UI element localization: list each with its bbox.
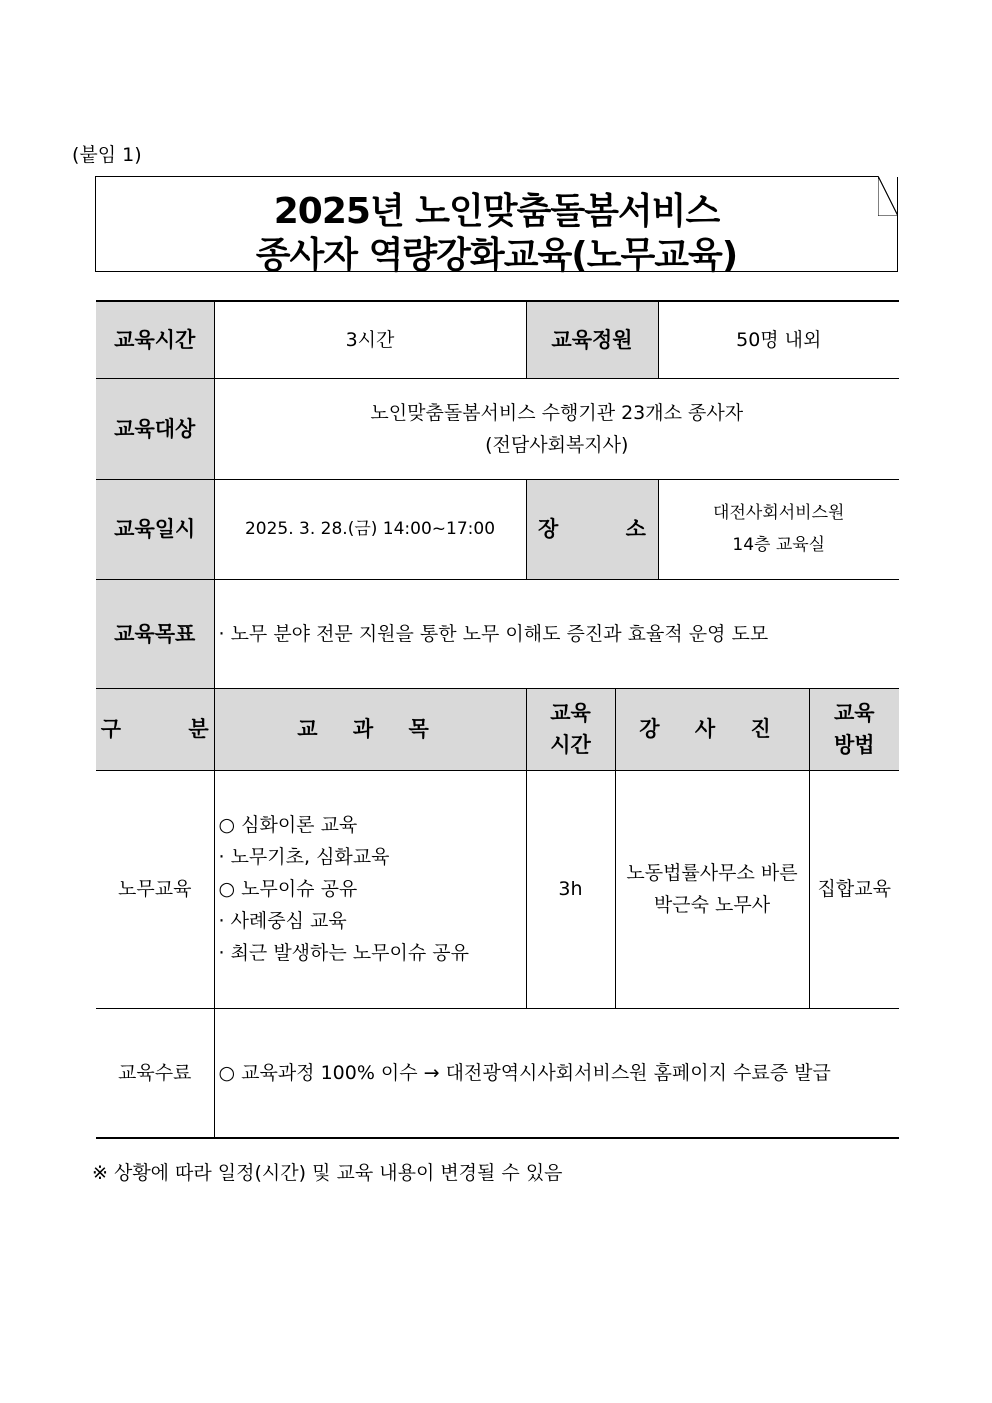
row-target <box>96 378 899 479</box>
header-method-line-2: 방법 <box>833 733 875 757</box>
header-hours-line-1: 교육 <box>550 701 591 725</box>
course-subjects <box>214 770 526 1008</box>
completion-value: ○ 교육과정 100% 이수 → 대전광역시사회서비스원 홈페이지 수료증 발급 <box>214 1008 899 1138</box>
header-hours <box>526 688 615 770</box>
title-line-2: 종사자 역량강화교육(노무교육) <box>255 235 738 276</box>
subject-item: ○ 노무이슈 공유 <box>218 878 358 900</box>
capacity-value: 50명 내외 <box>658 301 899 378</box>
row-course-header <box>96 688 899 770</box>
date-value: 2025. 3. 28.(금) 14:00~17:00 <box>214 479 526 579</box>
row-time <box>96 301 899 378</box>
header-method <box>809 688 899 770</box>
header-hours-line-2: 시간 <box>550 733 591 757</box>
row-course <box>96 770 899 1008</box>
capacity-label: 교육정원 <box>526 301 658 378</box>
row-date <box>96 479 899 579</box>
course-instructor <box>615 770 809 1008</box>
date-label: 교육일시 <box>96 479 214 579</box>
target-line-1: 노인맞춤돌봄서비스 수행기관 23개소 종사자 <box>370 401 744 424</box>
instructor-line-1: 노동법률사무소 바른 <box>626 862 798 884</box>
header-subject: 교 과 목 <box>214 688 526 770</box>
title-line-1: 2025년 노인맞춤돌봄서비스 <box>273 191 720 232</box>
place-value <box>658 479 899 579</box>
place-line-1: 대전사회서비스원 <box>713 503 845 523</box>
title-box <box>95 176 898 276</box>
course-method: 집합교육 <box>809 770 899 1008</box>
course-hours: 3h <box>526 770 615 1008</box>
goal-label: 교육목표 <box>96 579 214 688</box>
row-completion <box>96 1008 899 1138</box>
subject-item: · 최근 발생하는 노무이슈 공유 <box>218 942 469 964</box>
row-goal <box>96 579 899 688</box>
time-label: 교육시간 <box>96 301 214 378</box>
header-instructor: 강 사 진 <box>615 688 809 770</box>
subject-item: · 노무기초, 심화교육 <box>218 846 390 868</box>
subject-item: · 사례중심 교육 <box>218 910 347 932</box>
target-value <box>214 378 899 479</box>
subject-item: ○ 심화이론 교육 <box>218 814 358 836</box>
place-line-2: 14층 교육실 <box>732 535 826 555</box>
header-category: 구 분 <box>96 688 214 770</box>
education-info-table <box>96 300 899 1139</box>
target-label: 교육대상 <box>96 378 214 479</box>
time-value: 3시간 <box>214 301 526 378</box>
goal-value: · 노무 분야 전문 지원을 통한 노무 이해도 증진과 효율적 운영 도모 <box>214 579 899 688</box>
course-category: 노무교육 <box>96 770 214 1008</box>
header-method-line-1: 교육 <box>833 701 875 725</box>
target-line-2: (전담사회복지사) <box>485 433 629 456</box>
footnote: ※ 상황에 따라 일정(시간) 및 교육 내용이 변경될 수 있음 <box>92 1162 563 1184</box>
place-label: 장 소 <box>526 479 658 579</box>
instructor-line-2: 박근숙 노무사 <box>653 894 771 916</box>
attachment-label: (붙임 1) <box>72 144 142 166</box>
completion-label: 교육수료 <box>96 1008 214 1138</box>
